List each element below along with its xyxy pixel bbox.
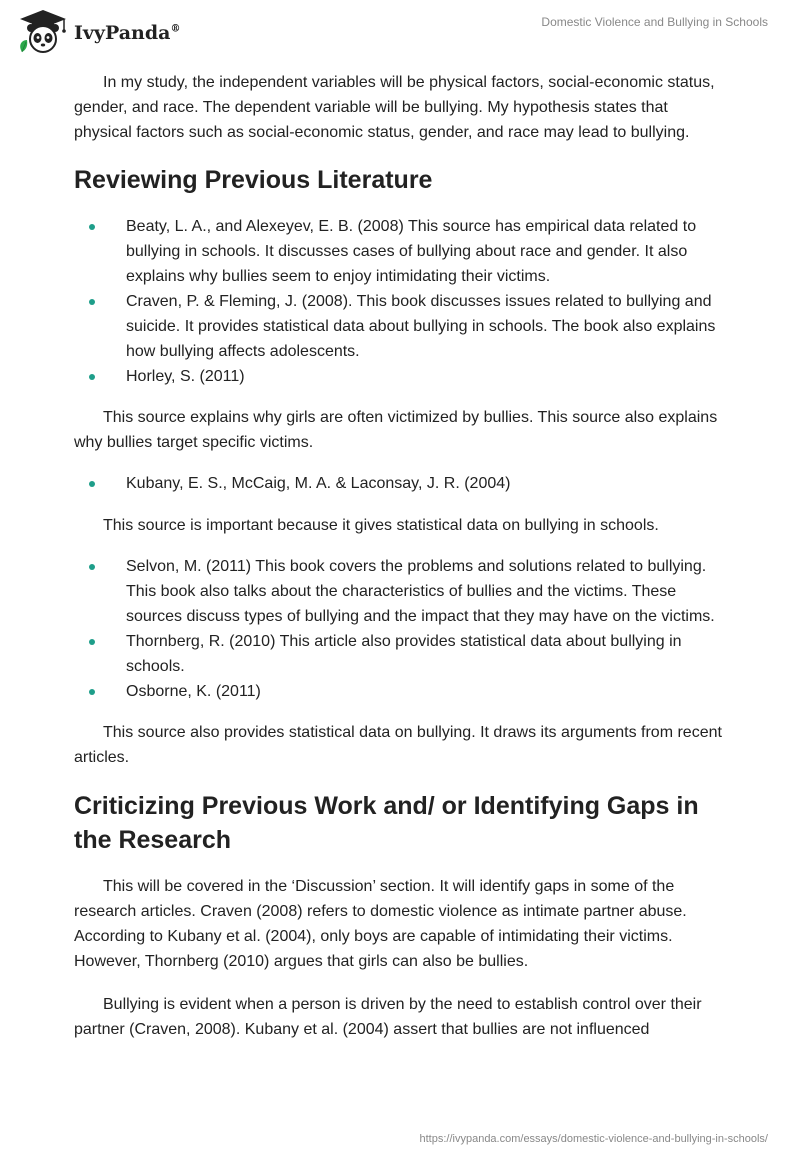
reference-list xyxy=(74,554,724,704)
reference-list xyxy=(74,214,724,389)
list-item: Osborne, K. (2011) xyxy=(74,679,724,704)
essay-content xyxy=(74,70,724,1042)
list-item: Horley, S. (2011) xyxy=(74,364,724,389)
source-url[interactable]: https://ivypanda.com/essays/domestic-violence-and-bullying-in-schools/ xyxy=(419,1133,768,1145)
paragraph-osborne: This source also provides statistical data on bullying. It draws its arguments from recent articles. xyxy=(74,724,722,766)
document-title: Domestic Violence and Bullying in Schools xyxy=(541,15,768,29)
paragraph-bullying: Bullying is evident when a person is driven by the need to establish control over their partner (Craven, 2008). Kubany et al. (2004) assert that bullies are not influenced xyxy=(74,996,702,1038)
list-item: Thornberg, R. (2010) This article also provides statistical data about bullying in schools. xyxy=(74,629,724,679)
bullet-icon xyxy=(89,481,95,487)
bullet-icon xyxy=(89,564,95,570)
section-heading-gaps: Criticizing Previous Work and/ or Identifying Gaps in the Research xyxy=(74,792,699,854)
paragraph-horley: This source explains why girls are often victimized by bullies. This source also explains why bullies target specific victims. xyxy=(74,409,718,451)
paragraph-kubany: This source is important because it gives statistical data on bullying in schools. xyxy=(103,517,659,534)
panda-graduate-icon xyxy=(14,8,72,56)
page-header xyxy=(0,0,800,60)
reference-list xyxy=(74,471,724,496)
bullet-icon xyxy=(89,689,95,695)
bullet-icon xyxy=(89,639,95,645)
list-item: Selvon, M. (2011) This book covers the problems and solutions related to bullying. This book also talks about the characteristics of bullies and the victims. These sources discuss types of bullying and the impact that they may have on the victims. xyxy=(74,554,724,629)
section-heading-literature: Reviewing Previous Literature xyxy=(74,166,433,194)
intro-paragraph: In my study, the independent variables will be physical factors, social-economic status, gender, and race. The dependent variable will be bullying. My hypothesis states that physical factors such as social-economic status, gender, and race may lead to bullying. xyxy=(74,74,715,141)
list-item: Craven, P. & Fleming, J. (2008). This book discusses issues related to bullying and suicide. It provides statistical data about bullying in schools. The book also explains how bullying affects adolescents. xyxy=(74,289,724,364)
list-item: Beaty, L. A., and Alexeyev, E. B. (2008) This source has empirical data related to bullying in schools. It discusses cases of bullying about race and gender. It also explains why bullies seem to enjoy intimidating their victims. xyxy=(74,214,724,289)
bullet-icon xyxy=(89,299,95,305)
list-item: Kubany, E. S., McCaig, M. A. & Laconsay, J. R. (2004) xyxy=(74,471,724,496)
ivypanda-logo[interactable] xyxy=(14,8,180,56)
bullet-icon xyxy=(89,224,95,230)
bullet-icon xyxy=(89,374,95,380)
paragraph-gaps: This will be covered in the ‘Discussion’ section. It will identify gaps in some of the research articles. Craven (2008) refers to domestic violence as intimate partner abuse. According to Kubany et al. (2004), only boys are capable of intimidating their victims. However, Thornberg (2010) argues that girls can also be bullies. xyxy=(74,878,687,970)
logo-text: IvyPanda® xyxy=(74,22,181,44)
